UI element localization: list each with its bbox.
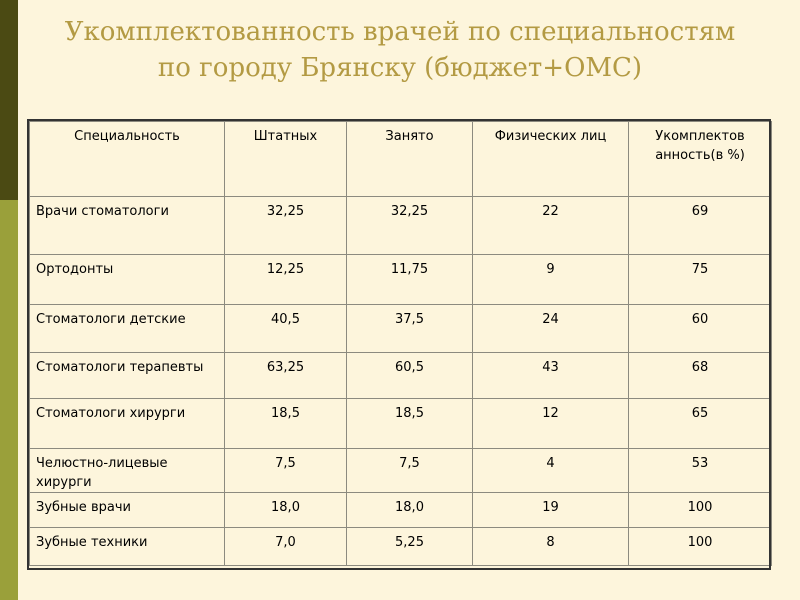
cell-percent: 53	[629, 449, 772, 493]
table-row	[30, 305, 772, 353]
cell-staff: 40,5	[225, 305, 347, 353]
table-row	[30, 493, 772, 528]
cell-occupied: 32,25	[347, 197, 473, 255]
cell-specialty: Челюстно-лицевые хирурги	[30, 449, 225, 493]
cell-percent: 68	[629, 353, 772, 399]
header-staff: Штатных	[225, 122, 347, 197]
cell-persons: 19	[473, 493, 629, 528]
cell-persons: 9	[473, 255, 629, 305]
header-occupied: Занято	[347, 122, 473, 197]
cell-percent: 60	[629, 305, 772, 353]
cell-persons: 24	[473, 305, 629, 353]
table-row	[30, 255, 772, 305]
cell-specialty: Зубные техники	[30, 528, 225, 566]
cell-occupied: 18,5	[347, 399, 473, 449]
cell-occupied: 5,25	[347, 528, 473, 566]
cell-persons: 4	[473, 449, 629, 493]
cell-staff: 63,25	[225, 353, 347, 399]
table-row	[30, 353, 772, 399]
slide-title-line-1: Укомплектованность врачей по специальностям	[64, 17, 736, 47]
cell-staff: 7,5	[225, 449, 347, 493]
header-specialty: Специальность	[30, 122, 225, 197]
table-row	[30, 528, 772, 566]
cell-specialty: Стоматологи терапевты	[30, 353, 225, 399]
header-persons: Физических лиц	[473, 122, 629, 197]
cell-percent: 100	[629, 528, 772, 566]
table-row	[30, 449, 772, 493]
side-bar-dark	[0, 0, 18, 200]
cell-staff: 7,0	[225, 528, 347, 566]
cell-staff: 32,25	[225, 197, 347, 255]
slide-title-line-2: по городу Брянску (бюджет+ОМС)	[157, 53, 643, 83]
cell-persons: 8	[473, 528, 629, 566]
cell-persons: 22	[473, 197, 629, 255]
cell-specialty: Стоматологи детские	[30, 305, 225, 353]
table-row	[30, 197, 772, 255]
cell-percent: 65	[629, 399, 772, 449]
header-percent: Укомплектов анность(в %)	[629, 122, 772, 197]
staffing-table	[29, 121, 772, 566]
cell-staff: 18,0	[225, 493, 347, 528]
table-header-row	[30, 122, 772, 197]
cell-specialty: Зубные врачи	[30, 493, 225, 528]
table-row	[30, 399, 772, 449]
cell-staff: 12,25	[225, 255, 347, 305]
cell-percent: 69	[629, 197, 772, 255]
cell-occupied: 60,5	[347, 353, 473, 399]
cell-occupied: 37,5	[347, 305, 473, 353]
cell-specialty: Стоматологи хирурги	[30, 399, 225, 449]
cell-occupied: 18,0	[347, 493, 473, 528]
cell-persons: 12	[473, 399, 629, 449]
cell-percent: 75	[629, 255, 772, 305]
cell-staff: 18,5	[225, 399, 347, 449]
cell-occupied: 7,5	[347, 449, 473, 493]
cell-specialty: Ортодонты	[30, 255, 225, 305]
side-bar-olive	[0, 200, 18, 600]
cell-persons: 43	[473, 353, 629, 399]
cell-occupied: 11,75	[347, 255, 473, 305]
cell-specialty: Врачи стоматологи	[30, 197, 225, 255]
slide-title	[30, 14, 770, 86]
cell-percent: 100	[629, 493, 772, 528]
